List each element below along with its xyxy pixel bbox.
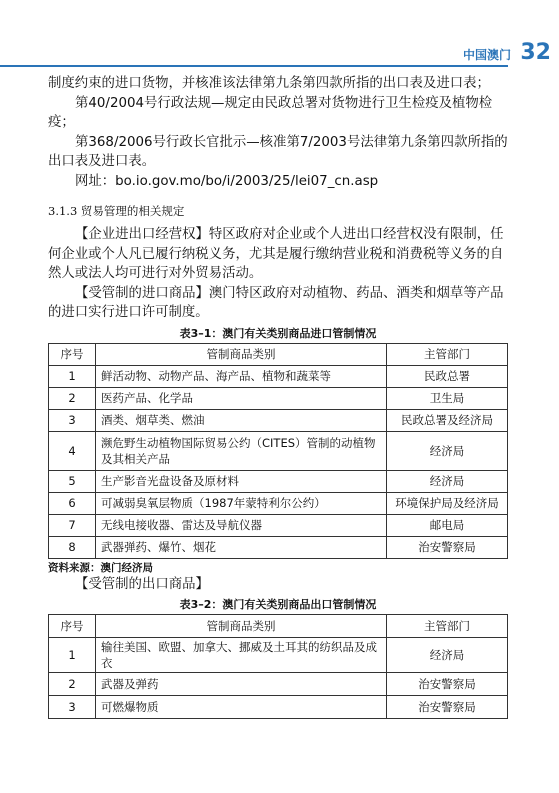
column-header: 管制商品类别 [96, 343, 387, 365]
table-row [49, 365, 508, 387]
table-row [49, 536, 508, 558]
table-cell: 武器及弹药 [96, 673, 387, 696]
table-cell: 1 [49, 365, 96, 387]
table-row [49, 514, 508, 536]
table-cell: 3 [49, 409, 96, 431]
url-line: 网址：bo.io.gov.mo/bo/i/2003/25/lei07_cn.asp [75, 173, 379, 189]
table-row [49, 492, 508, 514]
table-cell: 8 [49, 536, 96, 558]
paragraph: 【受管制的进口商品】澳门特区政府对动植物、药品、酒类和烟草等产品的进口实行进口许可制度。 [48, 285, 504, 320]
page-number: 32 [520, 40, 551, 65]
table-cell: 环境保护局及经济局 [387, 492, 508, 514]
header-title: 中国澳门 [462, 48, 511, 62]
table-cell: 4 [49, 431, 96, 470]
table-cell: 无线电接收器、雷达及导航仪器 [96, 514, 387, 536]
table-row [49, 696, 508, 719]
table-cell: 生产影音光盘设备及原材料 [96, 470, 387, 492]
table-header-row [49, 343, 508, 365]
column-header: 主管部门 [387, 615, 508, 638]
column-header: 管制商品类别 [96, 615, 387, 638]
column-header: 序号 [49, 615, 96, 638]
table-cell: 7 [49, 514, 96, 536]
table-cell: 邮电局 [387, 514, 508, 536]
table-header-row [49, 615, 508, 638]
table-caption: 表3–2：澳门有关类别商品出口管制情况 [179, 598, 377, 611]
paragraph: 【受管制的出口商品】 [75, 576, 209, 592]
page-content [48, 74, 508, 719]
table-cell: 可减弱臭氧层物质（1987年蒙特利尔公约） [96, 492, 387, 514]
table-row [49, 673, 508, 696]
table-cell: 6 [49, 492, 96, 514]
table-caption: 表3–1：澳门有关类别商品进口管制情况 [179, 326, 377, 340]
import-control-table [48, 343, 508, 559]
table-row [49, 387, 508, 409]
table-cell: 医药产品、化学品 [96, 387, 387, 409]
table-cell: 鲜活动物、动物产品、海产品、植物和蔬菜等 [96, 365, 387, 387]
table-cell: 2 [49, 387, 96, 409]
table-cell: 经济局 [387, 470, 508, 492]
table-cell: 民政总署及经济局 [387, 409, 508, 431]
table-row [49, 638, 508, 673]
section-heading: 3.1.3 贸易管理的相关规定 [48, 204, 185, 218]
table-cell: 治安警察局 [387, 696, 508, 719]
export-control-table [48, 614, 508, 719]
table-cell: 5 [49, 470, 96, 492]
paragraph: 第40/2004号行政法规—规定由民政总署对货物进行卫生检疫及植物检疫； [48, 95, 493, 130]
table-cell: 治安警察局 [387, 673, 508, 696]
table-cell: 卫生局 [387, 387, 508, 409]
table-cell: 1 [49, 638, 96, 673]
table-cell: 濒危野生动植物国际贸易公约（CITES）管制的动植物及其相关产品 [96, 431, 387, 470]
header-rule [0, 65, 508, 67]
table-cell: 输往美国、欧盟、加拿大、挪威及土耳其的纺织品及成衣 [96, 638, 387, 673]
table-cell: 酒类、烟草类、燃油 [96, 409, 387, 431]
paragraph: 第368/2006号行政长官批示—核准第7/2003号法律第九条第四款所指的出口表及进口表。 [48, 134, 508, 169]
table-cell: 经济局 [387, 431, 508, 470]
table-row [49, 431, 508, 470]
column-header: 主管部门 [387, 343, 508, 365]
table-row [49, 409, 508, 431]
table-cell: 治安警察局 [387, 536, 508, 558]
table-source: 资料来源：澳门经济局 [48, 561, 153, 574]
table-cell: 民政总署 [387, 365, 508, 387]
paragraph: 【企业进出口经营权】特区政府对企业或个人进出口经营权没有限制，任何企业或个人凡已履行纳税义务，尤其是履行缴纳营业税和消费税等义务的自然人或法人均可进行对外贸易活动。 [48, 227, 504, 281]
table-row [49, 470, 508, 492]
column-header: 序号 [49, 343, 96, 365]
table-cell: 武器弹药、爆竹、烟花 [96, 536, 387, 558]
table-cell: 2 [49, 673, 96, 696]
table-cell: 经济局 [387, 638, 508, 673]
table-cell: 可燃爆物质 [96, 696, 387, 719]
table-cell: 3 [49, 696, 96, 719]
paragraph: 制度约束的进口货物，并核准该法律第九条第四款所指的出口表及进口表； [48, 76, 490, 91]
